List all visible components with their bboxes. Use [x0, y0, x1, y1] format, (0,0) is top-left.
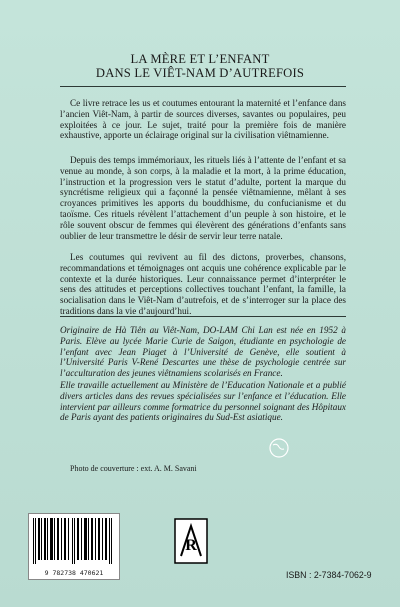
- barcode-number: 9 782738 470621: [44, 569, 104, 577]
- paragraph-rituals: Depuis des temps immémoriaux, les rituels liés à l’attente de l’enfant et sa venue au monde, à son corps, à la maladie et la mort, à la prime éducation, l’instruction et la progression vers le statut d’adulte, portent la marque du syncrétisme religieux qui a façonné la pensée viêtnamienne, mêlant à ses croyances primitives les apports du bouddhisme, du confucianisme et du taoïsme. Ces rituels révèlent l’attachement d’un peuple à son histoire, et le rôle souvent obscur de femmes qui élevèrent des générations d’enfants sans oublier de leur transmettre le désir de servir leur terre natale.: [60, 155, 346, 241]
- publisher-logo-icon: [174, 518, 208, 564]
- middle-rule: [60, 316, 346, 317]
- author-bio-work: Elle travaille actuellement au Ministère de l’Education Nationale et a publié divers articles dans des revues spécialisées sur l’enfance et l’éducation. Elle intervient par ailleurs comme formatrice du personnel soignant des Hôpitaux de Paris ayant des patients originaires du Sud-Est asiatique.: [60, 380, 346, 423]
- top-rule: [60, 86, 346, 87]
- barcode: [28, 513, 120, 580]
- title-line-1: LA MÈRE ET L’ENFANT: [130, 52, 270, 66]
- globe-icon: [268, 437, 290, 459]
- isbn: ISBN : 2-7384-7062-9: [286, 570, 372, 580]
- paragraph-customs: Les coutumes qui revivent au fil des dictons, proverbes, chansons, recommandations et témoignages ont acquis une cohérence explicable par le contexte et la durée historiques. Leur connaissance permet d’interpréter le sens des attitudes et perceptions collectives touchant l’enfant, la famille, la socialisation dans le Viêt-Nam d’autrefois, et de s’interroger sur la place des traditions dans la vie d’aujourd’hui.: [60, 252, 346, 316]
- barcode-bars-icon: [33, 518, 115, 564]
- author-bio-origin: Originaire de Hà Tiên au Viêt-Nam, DO-LAM Chi Lan est née en 1952 à Paris. Elève au lycée Marie Curie de Saigon, étudiante en psychologie de l’enfant avec Jean Piaget à l’Université de Genève, elle soutient à l’Université Paris V-René Descartes une thèse de psychologie centrée sur l’acculturation des jeunes viêtnamiens scolarisés en France.: [60, 325, 346, 379]
- svg-text:R: R: [185, 537, 197, 554]
- photo-credit: Photo de couverture : ext. A. M. Savani: [70, 464, 197, 473]
- paragraph-intro: Ce livre retrace les us et coutumes entourant la maternité et l’enfance dans l’ancien Viêt-Nam, à partir de sources diverses, savantes ou populaires, peu exploitées à ce jour. Le sujet, traité pour la première fois de manière exhaustive, apporte un éclairage original sur la civilisation viêtnamienne.: [60, 98, 346, 141]
- title-line-2: DANS LE VIÊT-NAM D’AUTREFOIS: [95, 66, 305, 80]
